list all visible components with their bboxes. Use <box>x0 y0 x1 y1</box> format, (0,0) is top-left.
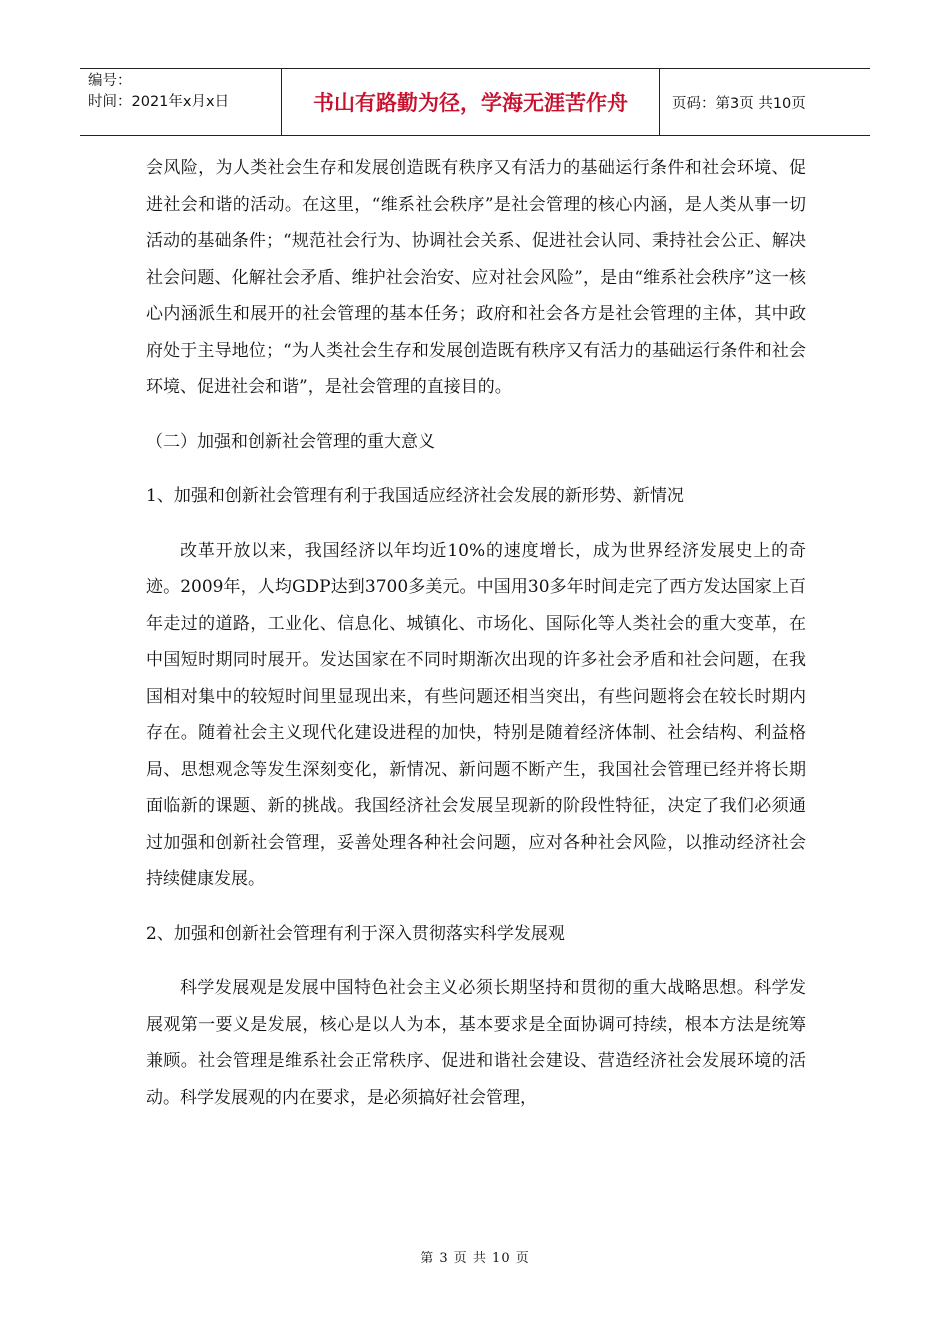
body-paragraph: 会风险，为人类社会生存和发展创造既有秩序又有活力的基础运行条件和社会环境、促进社会和谐的活动。在这里，“维系社会秩序”是社会管理的核心内涵，是人类从事一切活动的基础条件；“规范社会行为、协调社会关系、促进社会认同、秉持社会公正、解决社会问题、化解社会矛盾、维护社会治安、应对社会风险”，是由“维系社会秩序”这一核心内涵派生和展开的社会管理的基本任务；政府和社会各方是社会管理的主体，其中政府处于主导地位；“为人类社会生存和发展创造既有秩序又有活力的基础运行条件和社会环境、促进社会和谐”，是社会管理的直接目的。 <box>146 158 806 397</box>
page-footer: 第 3 页 共 10 页 <box>420 1251 530 1266</box>
subsection-heading: 1、加强和创新社会管理有利于我国适应经济社会发展的新形势、新情况 <box>146 486 684 506</box>
header-page-info: 页码：第3页 共10页 <box>672 95 806 112</box>
page-header <box>80 68 870 136</box>
subsection-heading: 2、加强和创新社会管理有利于深入贯彻落实科学发展观 <box>146 923 565 944</box>
body-paragraph: 科学发展观是发展中国特色社会主义必须长期坚持和贯彻的重大战略思想。科学发展观第一要义是发展，核心是以人为本，基本要求是全面协调可持续，根本方法是统筹兼顾。社会管理是维系社会正常秩序、促进和谐社会建设、营造经济社会发展环境的活动。科学发展观的内在要求，是必须搞好社会管理， <box>146 978 806 1108</box>
body-paragraph: 改革开放以来，我国经济以年均近10%的速度增长，成为世界经济发展史上的奇迹。2009年，人均GDP达到3700多美元。中国用30多年时间走完了西方发达国家上百年走过的道路，工业化、信息化、城镇化、市场化、国际化等人类社会的重大变革，在中国短时期同时展开。发达国家在不同时期渐次出现的许多社会矛盾和社会问题，在我国相对集中的较短时间里显现出来，有些问题还相当突出，有些问题将会在较长时期内存在。随着社会主义现代化建设进程的加快，特别是随着经济体制、社会结构、利益格局、思想观念等发生深刻变化，新情况、新问题不断产生，我国社会管理已经并将长期面临新的课题、新的挑战。我国经济社会发展呈现新的阶段性特征，决定了我们必须通过加强和创新社会管理，妥善处理各种社会问题，应对各种社会风险，以推动经济社会持续健康发展。 <box>146 540 806 889</box>
section-heading: （二）加强和创新社会管理的重大意义 <box>146 431 435 452</box>
document-body <box>146 150 806 1116</box>
header-motto: 书山有路勤为径，学海无涯苦作舟 <box>282 69 660 135</box>
doc-time-label: 时间：2021年x月x日 <box>88 94 230 110</box>
header-meta <box>80 69 282 135</box>
doc-number-label: 编号： <box>88 73 132 89</box>
